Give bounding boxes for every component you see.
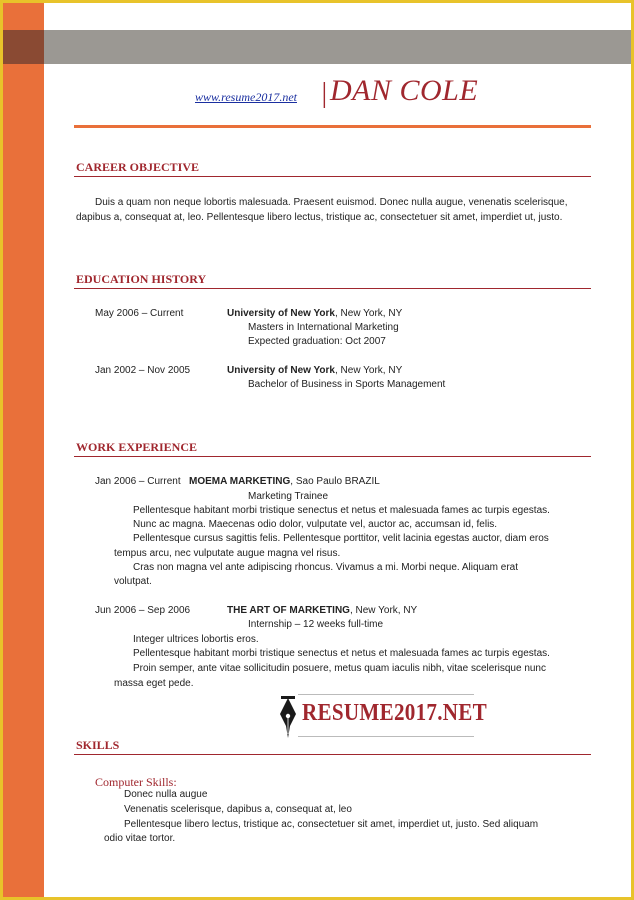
education-degree: Masters in International Marketing xyxy=(248,322,399,333)
logo-bottom-rule xyxy=(298,736,474,737)
job-bullet: Integer ultrices lobortis eros. xyxy=(133,634,259,645)
skills-title: SKILLS xyxy=(76,738,120,752)
education-location: , New York, NY xyxy=(335,365,403,376)
job-bullet: Pellentesque cursus sagittis felis. Pellentesque porttitor, velit lacinia egestas auctor, diam eros xyxy=(133,533,549,544)
job-bullet: massa eget pede. xyxy=(114,678,194,689)
job-bullet: Pellentesque habitant morbi tristique senectus et netus et malesuada fames ac turpis egestas. xyxy=(133,505,550,516)
skill-line: Donec nulla augue xyxy=(124,789,208,800)
job-role: Marketing Trainee xyxy=(248,491,329,502)
work-experience-title: WORK EXPERIENCE xyxy=(76,440,198,454)
education-degree: Bachelor of Business in Sports Management xyxy=(248,379,446,390)
resume2017-logo xyxy=(278,692,488,740)
skill-line: Venenatis scelerisque, dapibus a, consequat at, leo xyxy=(124,804,352,815)
skill-line: odio vitae tortor. xyxy=(104,833,176,844)
education-location: , New York, NY xyxy=(335,308,403,319)
job-company: MOEMA MARKETING xyxy=(189,476,291,487)
job-dates: Jan 2006 – Current xyxy=(95,476,181,487)
job-company-line xyxy=(189,475,380,490)
job-bullet: Proin semper, ante vitae sollicitudin posuere, metus quam iaculis nibh, vitae scelerisque nunc xyxy=(133,663,546,674)
job-location: , Sao Paulo BRAZIL xyxy=(290,476,380,487)
left-accent-bar-dark xyxy=(3,30,44,64)
header-divider xyxy=(74,125,591,128)
education-title: EDUCATION HISTORY xyxy=(76,272,207,286)
top-gray-bar xyxy=(44,30,631,64)
career-objective-text: Duis a quam non neque lobortis malesuada. Praesent euismod. Donec nulla augue, venenatis scelerisque, dapibus a, consequat at, leo. Pellentesque libero lectus, tristique ac, consectetuer sit amet, imperdiet ut, justo. xyxy=(76,197,568,223)
education-dates: May 2006 – Current xyxy=(95,308,184,319)
skills-rule xyxy=(74,754,591,755)
education-school: University of New York xyxy=(227,365,335,376)
logo-top-rule xyxy=(298,694,474,695)
education-rule xyxy=(74,288,591,289)
work-experience-rule xyxy=(74,456,591,457)
job-role: Internship – 12 weeks full-time xyxy=(248,619,384,630)
logo-text: RESUME2017.NET xyxy=(302,700,488,726)
education-school-line xyxy=(227,364,402,379)
job-bullet: tempus arcu, nec vulputate augue magna vel risus. xyxy=(114,548,341,559)
job-bullet: Cras non magna vel ante adipiscing rhoncus. Vivamus a mi. Morbi neque. Aliquam erat xyxy=(133,562,519,573)
skill-line: Pellentesque libero lectus, tristique ac, consectetuer sit amet, imperdiet ut, justo. Sed aliquam xyxy=(124,819,539,830)
job-location: , New York, NY xyxy=(349,605,418,616)
website-link[interactable]: www.resume2017.net xyxy=(195,90,297,104)
fountain-pen-icon xyxy=(278,696,298,740)
job-company-line xyxy=(227,604,417,619)
left-accent-bar xyxy=(3,3,44,897)
candidate-name: DAN COLE xyxy=(330,74,479,107)
education-graduation: Expected graduation: Oct 2007 xyxy=(248,336,386,347)
name-separator: | xyxy=(320,78,328,109)
job-bullet: volutpat. xyxy=(114,576,152,587)
job-bullet: Nunc ac magna. Maecenas odio dolor, vulputate vel, auctor ac, accumsan id, felis. xyxy=(133,519,498,530)
career-objective-rule xyxy=(74,176,591,177)
career-objective-title: CAREER OBJECTIVE xyxy=(76,160,200,174)
job-company: THE ART OF MARKETING xyxy=(227,605,350,616)
job-bullet: Pellentesque habitant morbi tristique senectus et netus et malesuada fames ac turpis egestas. xyxy=(133,648,550,659)
education-school-line xyxy=(227,307,402,322)
skills-subtitle: Computer Skills: xyxy=(95,775,177,789)
job-dates: Jun 2006 – Sep 2006 xyxy=(95,605,191,616)
education-dates: Jan 2002 – Nov 2005 xyxy=(95,365,191,376)
education-school: University of New York xyxy=(227,308,335,319)
